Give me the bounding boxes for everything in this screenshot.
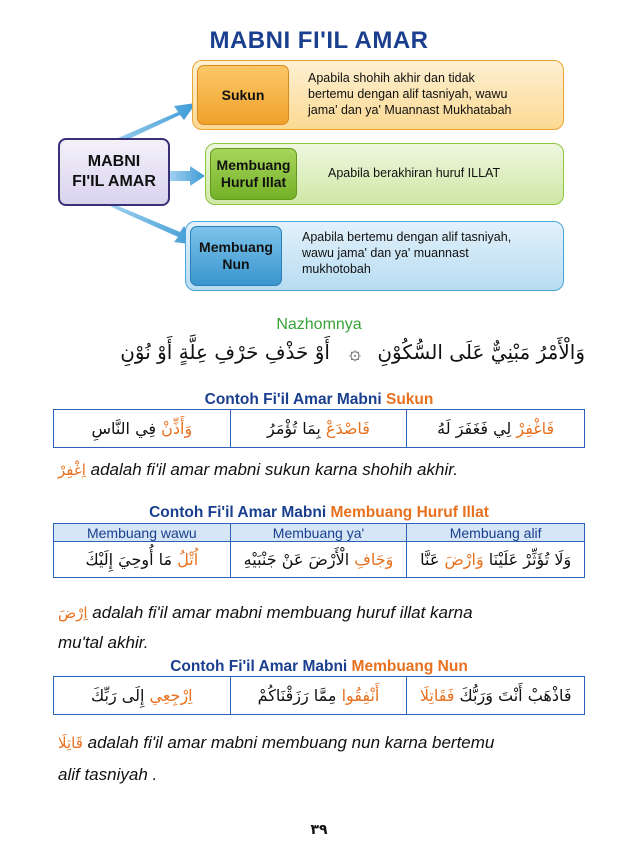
nun-cell-3-rest: إِلَى رَبِّكَ	[91, 686, 150, 705]
illat-label-line-1: Membuang	[216, 157, 291, 173]
illat-cell-wawu	[54, 542, 231, 578]
table-row	[54, 410, 585, 448]
nun-cell-1-pre: فَاذْهَبْ أَنْتَ وَرَبُّكَ	[454, 686, 572, 705]
sukun-cell-3-rest: فِي النَّاسِ	[91, 419, 162, 438]
nazhom-verse-left: أَوْ حَذْفِ حَرْفِ عِلَّةٍ أَوْ نُوْنِ	[120, 340, 330, 364]
illat-header-wawu: Membuang wawu	[54, 524, 231, 542]
illat-cell-alif	[407, 542, 585, 578]
sukun-label-text: Sukun	[221, 86, 265, 103]
sukun-desc-line-2: bertemu dengan alif tasniyah, wawu	[308, 87, 508, 101]
section-sukun-title	[0, 391, 638, 409]
sukun-cell-1-rest: لِي فَغَفَرَ لَهُ	[437, 419, 517, 438]
illat-note-line-1	[58, 598, 603, 628]
branch-sukun-label	[197, 65, 289, 125]
nun-note-word: قَاتِلَا	[58, 734, 83, 752]
illat-examples-table	[53, 523, 585, 578]
illat-cell-wawu-rest: مَا أُوحِيَ إِلَيْكَ	[85, 550, 178, 569]
illat-cell-alif-hl: وَارْضَ	[444, 550, 484, 569]
branch-sukun-desc	[308, 70, 558, 118]
branch-illat-label	[210, 148, 297, 200]
illat-cell-alif-pre: وَلَا تُؤَثِّرْ عَلَيْنَا	[483, 550, 572, 569]
nazhom-verse-right: وَالْأَمْرُ مَبْنِيٌّ عَلَى السُّكُوْنِ	[377, 340, 585, 364]
sukun-examples-table	[53, 409, 585, 448]
nun-title-hl: Membuang Nun	[351, 658, 468, 675]
sukun-note-text: adalah fi'il amar mabni sukun karna shohih akhir.	[85, 460, 458, 479]
nun-label-line-2: Nun	[222, 256, 250, 272]
nun-cell-1-hl: فَقَاتِلَا	[419, 686, 455, 705]
table-row	[54, 542, 585, 578]
sukun-title-hl: Sukun	[385, 391, 434, 408]
illat-header-alif: Membuang alif	[407, 524, 585, 542]
illat-cell-ya	[230, 542, 407, 578]
illat-note-text-1: adalah fi'il amar mabni membuang huruf illat karna	[92, 603, 473, 622]
arrow-to-nun	[110, 206, 196, 245]
sukun-cell-3	[54, 410, 231, 448]
sukun-title-text: Contoh Fi'il Amar Mabni	[204, 391, 386, 408]
illat-cell-ya-hl: وَجَافِ	[354, 550, 394, 569]
illat-note-word: اِرْضَ	[58, 604, 88, 622]
nun-cell-2-rest: مِمَّا رَزَقْنَاكُمْ	[257, 686, 342, 705]
main-line-1: MABNI	[87, 153, 141, 170]
page-title: MABNI FI'IL AMAR	[209, 27, 429, 54]
nun-examples-table	[53, 676, 585, 715]
nun-cell-3-hl: اِرْجِعِي	[149, 686, 193, 705]
branch-nun-label	[190, 226, 282, 286]
arrow-to-illat	[170, 166, 205, 186]
illat-note-line-2: mu'tal akhir.	[58, 633, 149, 652]
nun-cell-1	[407, 677, 585, 715]
table-header-row	[54, 524, 585, 542]
sukun-cell-1	[407, 410, 585, 448]
nun-note	[58, 727, 603, 791]
section-illat-title	[0, 504, 638, 522]
nun-note-text-1: adalah fi'il amar mabni membuang nun karna bertemu	[87, 733, 495, 752]
nazhom-title: Nazhomnya	[276, 316, 362, 333]
arrow-to-sukun	[110, 103, 196, 143]
illat-title-text: Contoh Fi'il Amar Mabni	[149, 504, 331, 521]
sukun-cell-2	[230, 410, 407, 448]
illat-title-hl: Membuang Huruf Illat	[330, 504, 489, 521]
sukun-cell-3-hl: وَأَذِّنْ	[161, 419, 193, 438]
branch-nun-desc	[302, 229, 560, 277]
nun-note-line-1	[58, 727, 603, 759]
nun-cell-2	[230, 677, 407, 715]
branch-illat-desc	[328, 165, 553, 181]
illat-header-ya: Membuang ya'	[230, 524, 407, 542]
section-nun-title	[0, 658, 638, 676]
page-number: ٣٩	[310, 822, 328, 838]
nazhom-ornament: ۞	[349, 340, 361, 364]
sukun-desc-line-3: jama' dan ya' Muannast Mukhatabah	[308, 103, 512, 117]
illat-note	[58, 598, 603, 658]
sukun-note-word: اِغْفِرْ	[58, 461, 86, 479]
sukun-cell-1-hl: فَاغْفِرْ	[516, 419, 555, 438]
diagram-main-box	[58, 138, 170, 206]
nun-label-line-1: Membuang	[199, 239, 273, 255]
nun-title-text: Contoh Fi'il Amar Mabni	[170, 658, 352, 675]
illat-label-line-2: Huruf Illat	[220, 174, 287, 190]
nun-note-line-2: alif tasniyah .	[58, 765, 158, 784]
nun-desc-line-2: wawu jama' dan ya' muannast	[302, 246, 469, 260]
illat-cell-wawu-hl: اُتْلُ	[177, 550, 199, 569]
nun-desc-line-1: Apabila bertemu dengan alif tasniyah,	[302, 230, 512, 244]
illat-cell-ya-rest: الْأَرْضَ عَنْ جَنْبَيْهِ	[243, 550, 355, 569]
table-row	[54, 677, 585, 715]
sukun-note	[58, 460, 598, 480]
illat-desc-line-1: Apabila berakhiran huruf ILLAT	[328, 166, 501, 180]
sukun-desc-line-1: Apabila shohih akhir dan tidak	[308, 71, 475, 85]
sukun-cell-2-hl: فَاصْدَعْ	[325, 419, 370, 438]
illat-cell-alif-rest: عَنَّا	[420, 550, 445, 569]
sukun-cell-2-rest: بِمَا تُؤْمَرُ	[267, 419, 326, 438]
nun-desc-line-3: mukhotobah	[302, 262, 371, 276]
nun-cell-3	[54, 677, 231, 715]
main-line-2: FI'IL AMAR	[72, 173, 156, 190]
nun-cell-2-hl: أَنْفِقُوا	[341, 686, 380, 705]
